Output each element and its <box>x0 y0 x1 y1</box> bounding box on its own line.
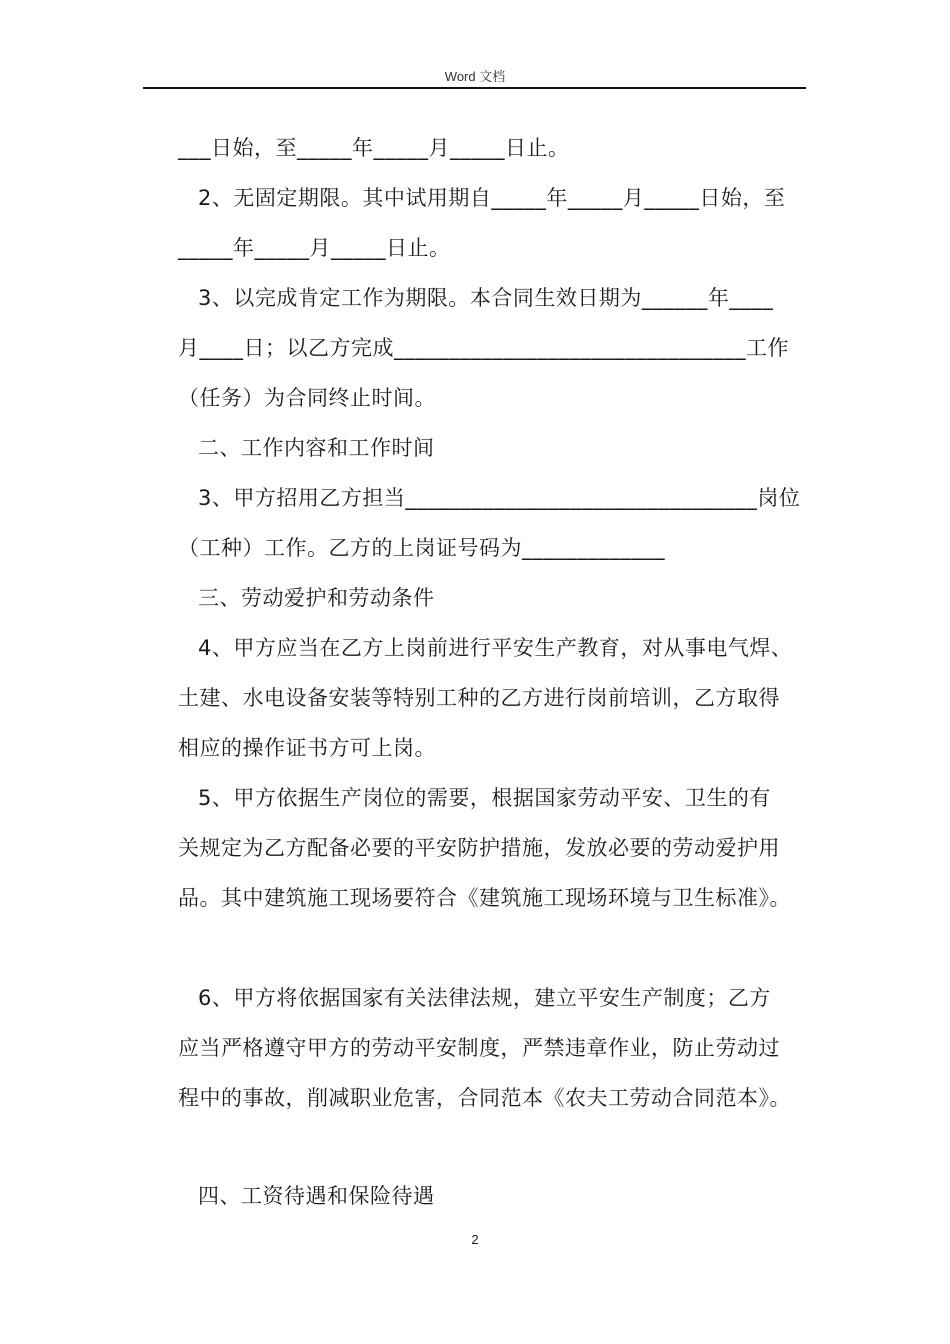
text-line: _____年_____月_____日止。 <box>178 236 451 260</box>
text-line: 2、无固定期限。其中试用期自_____年_____月_____日始，至 <box>198 186 786 210</box>
section-heading: 二、工作内容和工作时间 <box>198 436 435 460</box>
text-line: 3、甲方招用乙方担当________________________________岗位 <box>198 486 801 510</box>
text-line: 程中的事故，削减职业危害，合同范本《农夫工劳动合同范本》。 <box>178 1086 791 1110</box>
header-divider <box>143 87 806 89</box>
text-line: （任务）为合同终止时间。 <box>178 386 436 410</box>
text-line: 土建、水电设备安装等特别工种的乙方进行岗前培训，乙方取得 <box>178 686 780 710</box>
text-line: ___日始，至_____年_____月_____日止。 <box>178 136 570 160</box>
text-line: 6、甲方将依据国家有关法律法规，建立平安生产制度；乙方 <box>198 986 771 1010</box>
text-line: 月____日；以乙方完成________________________________工作 <box>178 336 789 360</box>
text-line: （工种）工作。乙方的上岗证号码为_____________ <box>178 536 665 560</box>
text-line: 品。其中建筑施工现场要符合《建筑施工现场环境与卫生标准》。 <box>178 886 791 910</box>
page-header: Word 文档 <box>444 69 506 84</box>
text-line: 5、甲方依据生产岗位的需要，根据国家劳动平安、卫生的有 <box>198 786 771 810</box>
text-line: 3、以完成肯定工作为期限。本合同生效日期为______年____ <box>198 286 774 310</box>
text-line: 关规定为乙方配备必要的平安防护措施，发放必要的劳动爱护用 <box>178 836 780 860</box>
text-line: 应当严格遵守甲方的劳动平安制度，严禁违章作业，防止劳动过 <box>178 1036 780 1060</box>
text-line: 4、甲方应当在乙方上岗前进行平安生产教育，对从事电气焊、 <box>198 636 793 660</box>
section-heading: 三、劳动爱护和劳动条件 <box>198 586 435 610</box>
text-line: 相应的操作证书方可上岗。 <box>178 736 436 760</box>
page-number: 2 <box>471 1232 479 1247</box>
section-heading: 四、工资待遇和保险待遇 <box>198 1184 435 1208</box>
